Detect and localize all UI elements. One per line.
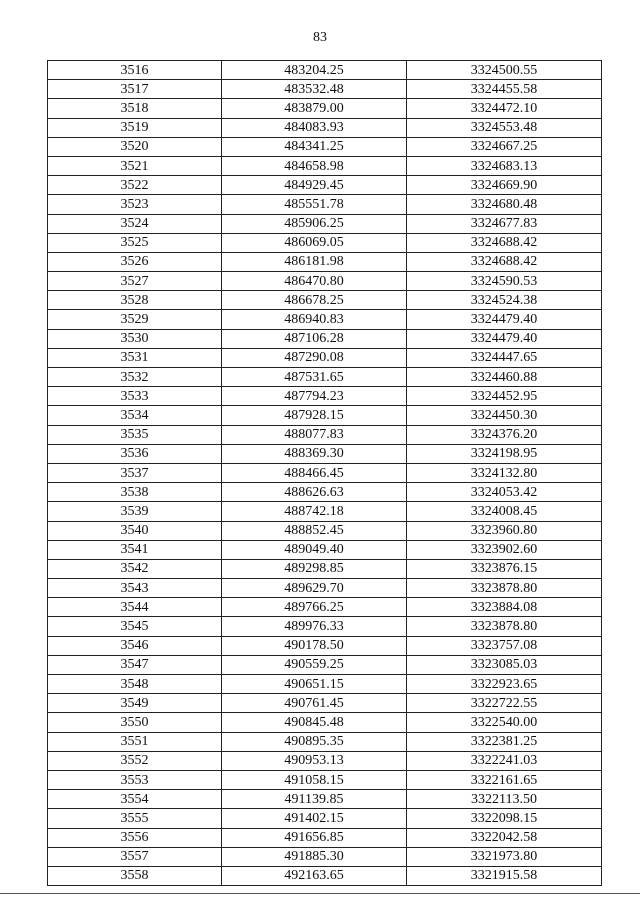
y-coordinate-cell: 3323085.03: [407, 655, 602, 674]
y-coordinate-cell: 3324460.88: [407, 368, 602, 387]
point-id-cell: 3537: [48, 463, 222, 482]
y-coordinate-cell: 3322042.58: [407, 828, 602, 847]
y-coordinate-cell: 3324500.55: [407, 61, 602, 80]
y-coordinate-cell: 3324376.20: [407, 425, 602, 444]
point-id-cell: 3547: [48, 655, 222, 674]
table-row: [48, 790, 602, 809]
x-coordinate-cell: 484341.25: [222, 137, 407, 156]
point-id-cell: 3518: [48, 99, 222, 118]
table-row: [48, 866, 602, 885]
x-coordinate-cell: 490953.13: [222, 751, 407, 770]
point-id-cell: 3522: [48, 176, 222, 195]
point-id-cell: 3556: [48, 828, 222, 847]
table-row: [48, 598, 602, 617]
y-coordinate-cell: 3324669.90: [407, 176, 602, 195]
x-coordinate-cell: 486678.25: [222, 291, 407, 310]
x-coordinate-cell: 488742.18: [222, 502, 407, 521]
y-coordinate-cell: 3324667.25: [407, 137, 602, 156]
table-row: [48, 636, 602, 655]
table-row: [48, 559, 602, 578]
point-id-cell: 3520: [48, 137, 222, 156]
point-id-cell: 3545: [48, 617, 222, 636]
y-coordinate-cell: 3322161.65: [407, 770, 602, 789]
y-coordinate-cell: 3323878.80: [407, 617, 602, 636]
table-row: [48, 713, 602, 732]
y-coordinate-cell: 3324677.83: [407, 214, 602, 233]
x-coordinate-cell: 488626.63: [222, 483, 407, 502]
point-id-cell: 3557: [48, 847, 222, 866]
x-coordinate-cell: 488852.45: [222, 521, 407, 540]
table-row: [48, 291, 602, 310]
x-coordinate-cell: 483879.00: [222, 99, 407, 118]
table-row: [48, 368, 602, 387]
table-row: [48, 751, 602, 770]
y-coordinate-cell: 3324680.48: [407, 195, 602, 214]
x-coordinate-cell: 491139.85: [222, 790, 407, 809]
y-coordinate-cell: 3324553.48: [407, 118, 602, 137]
x-coordinate-cell: 486470.80: [222, 272, 407, 291]
point-id-cell: 3529: [48, 310, 222, 329]
x-coordinate-cell: 487290.08: [222, 348, 407, 367]
point-id-cell: 3538: [48, 483, 222, 502]
x-coordinate-cell: 487531.65: [222, 368, 407, 387]
point-id-cell: 3534: [48, 406, 222, 425]
table-row: [48, 463, 602, 482]
point-id-cell: 3548: [48, 675, 222, 694]
y-coordinate-cell: 3324688.42: [407, 252, 602, 271]
point-id-cell: 3540: [48, 521, 222, 540]
x-coordinate-cell: 488077.83: [222, 425, 407, 444]
table-row: [48, 252, 602, 271]
table-row: [48, 540, 602, 559]
x-coordinate-cell: 484929.45: [222, 176, 407, 195]
x-coordinate-cell: 490761.45: [222, 694, 407, 713]
point-id-cell: 3533: [48, 387, 222, 406]
table-row: [48, 444, 602, 463]
point-id-cell: 3554: [48, 790, 222, 809]
table-row: [48, 579, 602, 598]
table-row: [48, 80, 602, 99]
point-id-cell: 3521: [48, 156, 222, 175]
point-id-cell: 3551: [48, 732, 222, 751]
x-coordinate-cell: 491402.15: [222, 809, 407, 828]
table-row: [48, 655, 602, 674]
x-coordinate-cell: 489629.70: [222, 579, 407, 598]
point-id-cell: 3550: [48, 713, 222, 732]
point-id-cell: 3546: [48, 636, 222, 655]
y-coordinate-cell: 3324683.13: [407, 156, 602, 175]
x-coordinate-cell: 484658.98: [222, 156, 407, 175]
x-coordinate-cell: 489766.25: [222, 598, 407, 617]
table-row: [48, 176, 602, 195]
point-id-cell: 3541: [48, 540, 222, 559]
y-coordinate-cell: 3322381.25: [407, 732, 602, 751]
x-coordinate-cell: 487928.15: [222, 406, 407, 425]
x-coordinate-cell: 486069.05: [222, 233, 407, 252]
y-coordinate-cell: 3322241.03: [407, 751, 602, 770]
table-row: [48, 770, 602, 789]
point-id-cell: 3516: [48, 61, 222, 80]
point-id-cell: 3519: [48, 118, 222, 137]
y-coordinate-cell: 3321915.58: [407, 866, 602, 885]
x-coordinate-cell: 483204.25: [222, 61, 407, 80]
table-row: [48, 118, 602, 137]
x-coordinate-cell: 483532.48: [222, 80, 407, 99]
y-coordinate-cell: 3324455.58: [407, 80, 602, 99]
x-coordinate-cell: 487794.23: [222, 387, 407, 406]
x-coordinate-cell: 487106.28: [222, 329, 407, 348]
point-id-cell: 3535: [48, 425, 222, 444]
y-coordinate-cell: 3323876.15: [407, 559, 602, 578]
table-row: [48, 61, 602, 80]
x-coordinate-cell: 488369.30: [222, 444, 407, 463]
point-id-cell: 3552: [48, 751, 222, 770]
x-coordinate-cell: 489298.85: [222, 559, 407, 578]
y-coordinate-cell: 3324008.45: [407, 502, 602, 521]
table-row: [48, 310, 602, 329]
table-row: [48, 694, 602, 713]
y-coordinate-cell: 3323884.08: [407, 598, 602, 617]
point-id-cell: 3555: [48, 809, 222, 828]
y-coordinate-cell: 3322098.15: [407, 809, 602, 828]
table-row: [48, 233, 602, 252]
x-coordinate-cell: 491058.15: [222, 770, 407, 789]
y-coordinate-cell: 3321973.80: [407, 847, 602, 866]
point-id-cell: 3549: [48, 694, 222, 713]
point-id-cell: 3539: [48, 502, 222, 521]
x-coordinate-cell: 486940.83: [222, 310, 407, 329]
point-id-cell: 3525: [48, 233, 222, 252]
point-id-cell: 3526: [48, 252, 222, 271]
y-coordinate-cell: 3322722.55: [407, 694, 602, 713]
table-row: [48, 99, 602, 118]
table-row: [48, 425, 602, 444]
table-row: [48, 406, 602, 425]
x-coordinate-cell: 490559.25: [222, 655, 407, 674]
table-row: [48, 521, 602, 540]
x-coordinate-cell: 490845.48: [222, 713, 407, 732]
y-coordinate-cell: 3324132.80: [407, 463, 602, 482]
bottom-divider: [0, 893, 640, 894]
point-id-cell: 3524: [48, 214, 222, 233]
table-body: [48, 61, 602, 886]
y-coordinate-cell: 3324590.53: [407, 272, 602, 291]
table-row: [48, 617, 602, 636]
x-coordinate-cell: 485906.25: [222, 214, 407, 233]
y-coordinate-cell: 3324472.10: [407, 99, 602, 118]
x-coordinate-cell: 484083.93: [222, 118, 407, 137]
y-coordinate-cell: 3323960.80: [407, 521, 602, 540]
point-id-cell: 3532: [48, 368, 222, 387]
table-row: [48, 809, 602, 828]
x-coordinate-cell: 489049.40: [222, 540, 407, 559]
y-coordinate-cell: 3324524.38: [407, 291, 602, 310]
table-row: [48, 387, 602, 406]
point-id-cell: 3527: [48, 272, 222, 291]
point-id-cell: 3523: [48, 195, 222, 214]
point-id-cell: 3517: [48, 80, 222, 99]
point-id-cell: 3531: [48, 348, 222, 367]
y-coordinate-cell: 3324450.30: [407, 406, 602, 425]
y-coordinate-cell: 3324688.42: [407, 233, 602, 252]
table-row: [48, 483, 602, 502]
point-id-cell: 3544: [48, 598, 222, 617]
y-coordinate-cell: 3322540.00: [407, 713, 602, 732]
x-coordinate-cell: 491885.30: [222, 847, 407, 866]
x-coordinate-cell: 488466.45: [222, 463, 407, 482]
table-row: [48, 348, 602, 367]
y-coordinate-cell: 3324198.95: [407, 444, 602, 463]
y-coordinate-cell: 3324452.95: [407, 387, 602, 406]
point-id-cell: 3528: [48, 291, 222, 310]
table-row: [48, 847, 602, 866]
table-row: [48, 675, 602, 694]
table-row: [48, 502, 602, 521]
y-coordinate-cell: 3324479.40: [407, 329, 602, 348]
point-id-cell: 3530: [48, 329, 222, 348]
coordinates-table: [47, 60, 602, 886]
table-row: [48, 329, 602, 348]
point-id-cell: 3536: [48, 444, 222, 463]
table-row: [48, 137, 602, 156]
table-row: [48, 156, 602, 175]
page-number: 83: [313, 30, 327, 45]
table-row: [48, 272, 602, 291]
x-coordinate-cell: 490895.35: [222, 732, 407, 751]
x-coordinate-cell: 485551.78: [222, 195, 407, 214]
x-coordinate-cell: 489976.33: [222, 617, 407, 636]
x-coordinate-cell: 486181.98: [222, 252, 407, 271]
x-coordinate-cell: 490178.50: [222, 636, 407, 655]
x-coordinate-cell: 491656.85: [222, 828, 407, 847]
table-row: [48, 195, 602, 214]
point-id-cell: 3542: [48, 559, 222, 578]
point-id-cell: 3558: [48, 866, 222, 885]
x-coordinate-cell: 492163.65: [222, 866, 407, 885]
y-coordinate-cell: 3324053.42: [407, 483, 602, 502]
table-row: [48, 732, 602, 751]
y-coordinate-cell: 3324479.40: [407, 310, 602, 329]
x-coordinate-cell: 490651.15: [222, 675, 407, 694]
y-coordinate-cell: 3322923.65: [407, 675, 602, 694]
table-row: [48, 828, 602, 847]
y-coordinate-cell: 3323878.80: [407, 579, 602, 598]
y-coordinate-cell: 3324447.65: [407, 348, 602, 367]
table-row: [48, 214, 602, 233]
y-coordinate-cell: 3323757.08: [407, 636, 602, 655]
point-id-cell: 3543: [48, 579, 222, 598]
y-coordinate-cell: 3322113.50: [407, 790, 602, 809]
y-coordinate-cell: 3323902.60: [407, 540, 602, 559]
point-id-cell: 3553: [48, 770, 222, 789]
